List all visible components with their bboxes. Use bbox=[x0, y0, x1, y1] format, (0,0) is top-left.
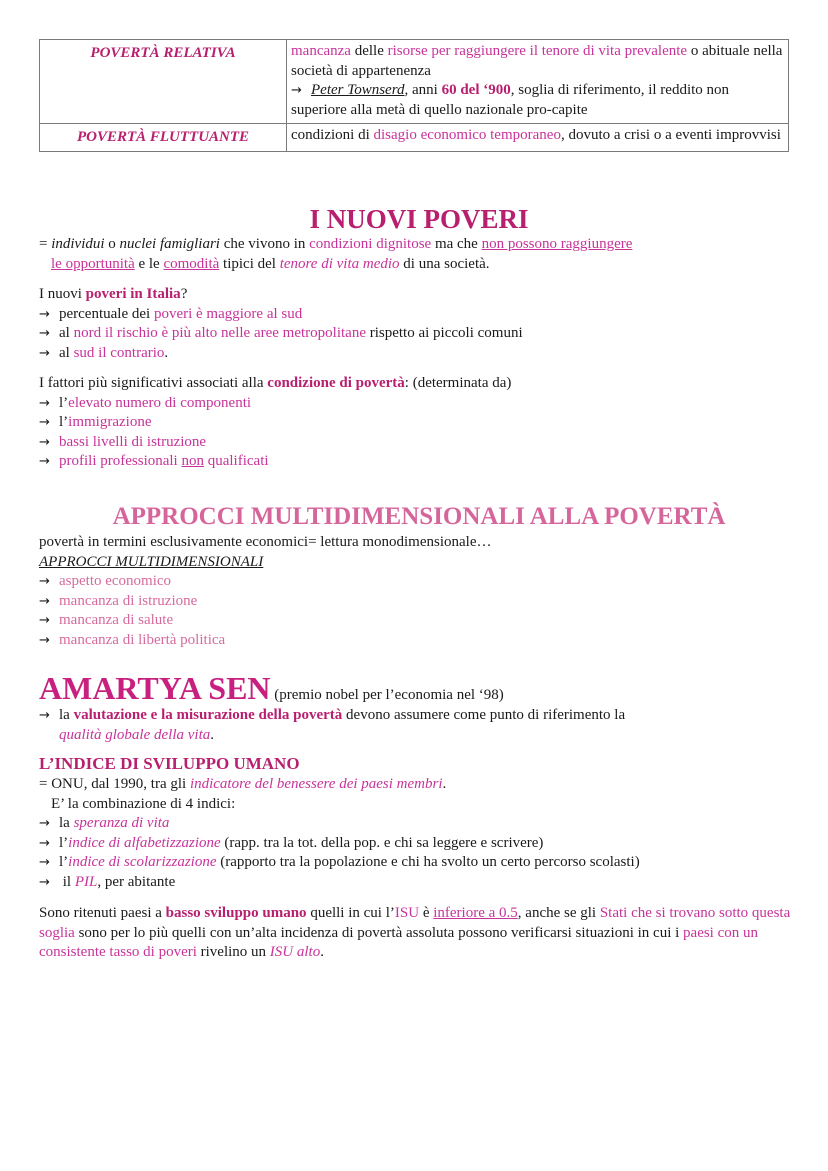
text: paesi con un consistente tasso di poveri bbox=[39, 924, 759, 960]
text: condizioni di bbox=[291, 127, 374, 143]
text: mancanza di istruzione bbox=[59, 592, 198, 609]
list-item bbox=[39, 592, 799, 612]
text: . bbox=[442, 776, 447, 792]
definition-cell bbox=[287, 40, 789, 124]
text: profili professionali bbox=[59, 453, 182, 469]
sen-heading bbox=[39, 670, 799, 706]
text: Stati che si trovano sotto questa soglia bbox=[39, 905, 791, 941]
arrow-icon: → bbox=[39, 415, 50, 430]
text: rispetto ai piccoli comuni bbox=[365, 325, 523, 341]
text: bassi livelli di istruzione bbox=[59, 433, 207, 450]
text: : (determinata da) bbox=[404, 375, 512, 391]
text: tenore di vita medio bbox=[279, 255, 400, 272]
list-item bbox=[39, 324, 799, 344]
section-title: AMARTYA SEN bbox=[39, 670, 271, 706]
list-item bbox=[39, 834, 799, 854]
text: al bbox=[59, 325, 74, 341]
nuovi-poveri-section bbox=[39, 203, 799, 472]
text: indicatore del benessere dei paesi membri bbox=[189, 776, 443, 792]
text: indice di alfabetizzazione bbox=[68, 834, 221, 851]
definition bbox=[39, 235, 799, 274]
text: rivelino un bbox=[196, 944, 270, 960]
text: poveri è maggiore al sud bbox=[153, 305, 303, 322]
text: l’ bbox=[59, 394, 69, 411]
text: (rapporto tra la popolazione e chi ha svolto un certo percorso scolasti) bbox=[216, 854, 640, 870]
fattori-intro bbox=[39, 374, 799, 394]
arrow-icon: → bbox=[39, 613, 50, 628]
text: (premio nobel per l’economia nel ‘98) bbox=[270, 687, 504, 703]
text: l’ bbox=[59, 854, 69, 870]
definition-cell bbox=[287, 124, 789, 152]
list-item bbox=[39, 305, 799, 325]
arrow-icon: → bbox=[39, 395, 50, 411]
text: poveri in Italia bbox=[85, 286, 181, 302]
text: condizione di povertà bbox=[267, 375, 405, 391]
arrow-icon: → bbox=[39, 326, 50, 341]
section-title: I NUOVI POVERI bbox=[309, 204, 529, 234]
list-item bbox=[39, 394, 799, 414]
text: Sono ritenuti paesi a bbox=[39, 905, 166, 921]
text: , anni bbox=[404, 82, 442, 98]
text: sono per lo più quelli con un’alta incidenza di povertà assoluta possono verificarsi situazioni in cui i bbox=[74, 924, 684, 941]
text: . bbox=[320, 944, 324, 960]
list-item-cont bbox=[39, 726, 799, 746]
text: , dovuto a crisi o a eventi improvvisi bbox=[560, 127, 781, 143]
arrow-icon: → bbox=[39, 835, 50, 851]
text: al bbox=[59, 344, 74, 361]
text: condizioni dignitose bbox=[309, 236, 432, 252]
text: . bbox=[164, 344, 169, 361]
text: , anche se gli bbox=[517, 905, 600, 921]
text: non bbox=[181, 453, 204, 469]
list-item bbox=[39, 413, 799, 433]
text: mancanza di libertà politica bbox=[59, 631, 226, 648]
text: mancanza di salute bbox=[59, 612, 174, 628]
subtitle: APPROCCI MULTIDIMENSIONALI bbox=[39, 553, 264, 570]
arrow-icon: → bbox=[39, 434, 50, 450]
text: elevato numero di componenti bbox=[68, 394, 252, 411]
text: 60 del ‘900 bbox=[441, 82, 511, 98]
text: ISU bbox=[394, 905, 420, 921]
list-item bbox=[39, 572, 799, 592]
text: individui bbox=[51, 236, 105, 252]
text: sud il contrario bbox=[73, 344, 165, 361]
text: è bbox=[419, 905, 434, 921]
text: le opportunità bbox=[51, 255, 135, 272]
text: immigrazione bbox=[68, 414, 152, 430]
arrow-icon: → bbox=[39, 345, 50, 361]
arrow-icon: → bbox=[39, 816, 50, 831]
text-line: E’ la combinazione di 4 indici: bbox=[51, 795, 236, 812]
sen-section bbox=[39, 670, 799, 745]
isu-section bbox=[39, 753, 799, 963]
text: quelli in cui l’ bbox=[306, 905, 395, 921]
list-item bbox=[39, 433, 799, 453]
text-line bbox=[39, 775, 799, 795]
list-item bbox=[39, 344, 799, 364]
text: nord il rischio è più alto nelle aree metropolitane bbox=[73, 325, 366, 341]
list-item bbox=[39, 873, 799, 893]
text: o abituale nella società di appartenenza bbox=[291, 43, 783, 79]
arrow-icon: → bbox=[39, 708, 50, 723]
text: = ONU, dal 1990, tra gli bbox=[39, 776, 190, 792]
approcci-section bbox=[39, 501, 799, 650]
text: ? bbox=[180, 286, 188, 302]
text: percentuale dei bbox=[59, 305, 154, 322]
text: speranza di vita bbox=[73, 815, 170, 831]
text: = bbox=[39, 236, 52, 252]
text: ISU alto bbox=[269, 944, 321, 960]
term-cell: POVERTÀ RELATIVA bbox=[40, 40, 287, 124]
section-title: APPROCCI MULTIDIMENSIONALI ALLA POVERTÀ bbox=[112, 503, 726, 530]
text: di una società. bbox=[399, 255, 490, 272]
author-name: Peter Townserd bbox=[311, 82, 405, 98]
list-item bbox=[39, 853, 799, 873]
text: inferiore a 0.5 bbox=[433, 905, 518, 921]
text: devono assumere come punto di riferimento la bbox=[342, 707, 626, 723]
text: la bbox=[59, 815, 74, 831]
list-item bbox=[39, 706, 799, 726]
text: , soglia di riferimento, il reddito non superiore alla metà di quello nazionale pro-capite bbox=[291, 82, 730, 118]
arrow-icon: → bbox=[291, 83, 302, 98]
text: l’ bbox=[59, 414, 69, 430]
text: disagio economico temporaneo bbox=[373, 127, 561, 143]
arrow-icon: → bbox=[39, 632, 50, 648]
text: ma che bbox=[431, 236, 482, 252]
intro-text: povertà in termini esclusivamente economici= lettura monodimensionale… bbox=[39, 534, 492, 550]
text: basso sviluppo umano bbox=[165, 905, 307, 921]
text: nuclei famigliari bbox=[119, 236, 220, 252]
text: non possono raggiungere bbox=[481, 236, 633, 252]
text: e le bbox=[134, 255, 164, 272]
text: l’ bbox=[59, 834, 69, 851]
subsection-title: L’INDICE DI SVILUPPO UMANO bbox=[39, 754, 300, 773]
text: (rapp. tra la tot. della pop. e chi sa leggere e scrivere) bbox=[220, 834, 544, 851]
list-item bbox=[39, 611, 799, 631]
text: il bbox=[59, 873, 75, 890]
arrow-icon: → bbox=[39, 574, 50, 589]
text: qualificati bbox=[203, 453, 269, 469]
text: I fattori più significativi associati alla bbox=[39, 375, 268, 391]
definitions-table bbox=[39, 39, 789, 152]
text: qualità globale della vita bbox=[59, 726, 211, 743]
text: PIL bbox=[74, 873, 98, 890]
arrow-icon: → bbox=[39, 306, 50, 322]
text: mancanza bbox=[291, 43, 351, 59]
term-cell: POVERTÀ FLUTTUANTE bbox=[40, 124, 287, 152]
arrow-icon: → bbox=[39, 874, 50, 890]
text: comodità bbox=[163, 255, 220, 272]
list-item bbox=[39, 452, 799, 472]
text: I nuovi bbox=[39, 286, 86, 302]
question bbox=[39, 285, 799, 305]
list-item bbox=[39, 814, 799, 834]
table-row bbox=[40, 40, 789, 124]
arrow-icon: → bbox=[39, 454, 50, 469]
conclusion-paragraph bbox=[39, 904, 799, 963]
text: o bbox=[104, 236, 120, 252]
text: , per abitante bbox=[97, 873, 176, 890]
text: che vivono in bbox=[219, 236, 310, 252]
text: tipici del bbox=[219, 255, 280, 272]
text: aspetto economico bbox=[59, 573, 172, 589]
text: indice di scolarizzazione bbox=[68, 854, 217, 870]
table-row bbox=[40, 124, 789, 152]
text: risorse per raggiungere il tenore di vita prevalente bbox=[387, 43, 688, 59]
text: delle bbox=[350, 43, 388, 59]
text: la bbox=[59, 707, 74, 723]
list-item bbox=[39, 631, 799, 651]
arrow-icon: → bbox=[39, 855, 50, 870]
text: . bbox=[210, 726, 214, 743]
text: valutazione e la misurazione della povertà bbox=[73, 707, 343, 723]
arrow-icon: → bbox=[39, 593, 50, 609]
